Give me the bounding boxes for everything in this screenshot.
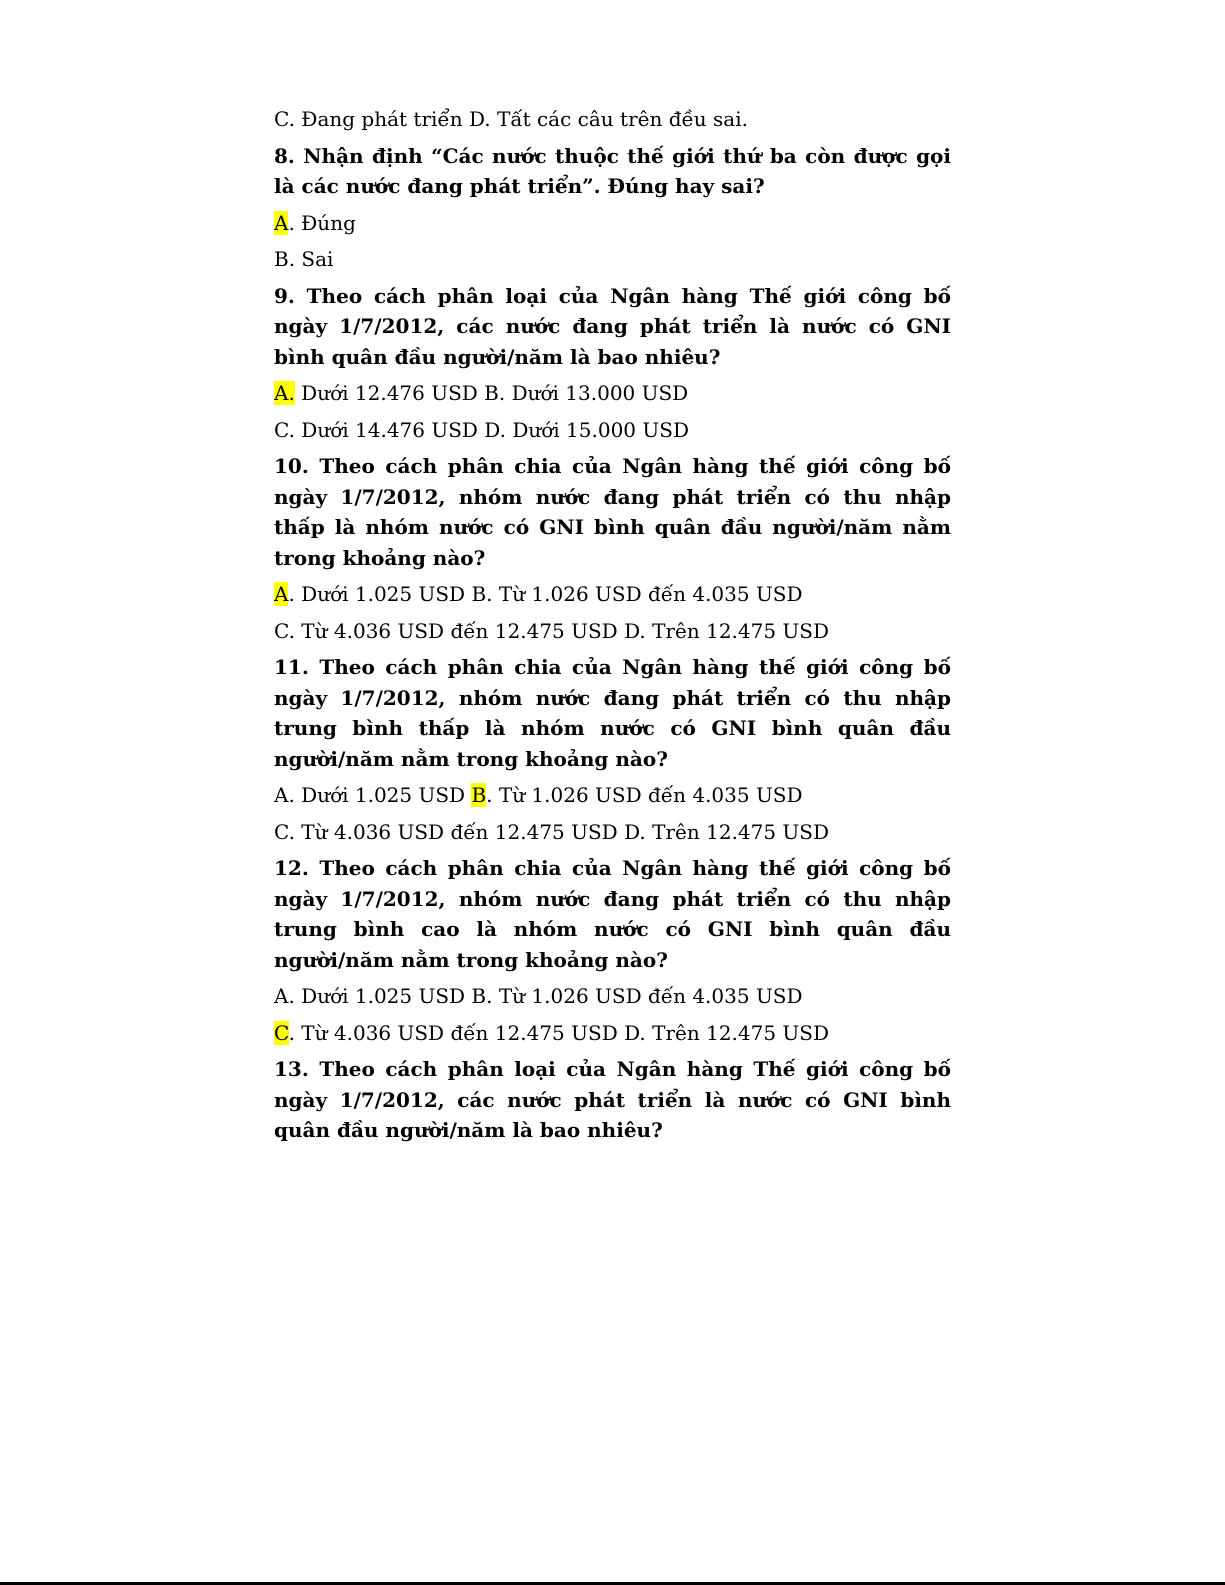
question-11: 11. Theo cách phân chia của Ngân hàng thế giới công bố ngày 1/7/2012, nhóm nước đang phát triển có thu nhập trung bình thấp là nhóm nước có GNI bình quân đầu người/năm nằm trong khoảng nào?: [274, 655, 951, 771]
answer-line: [274, 579, 951, 610]
answer-line: [274, 104, 951, 135]
answer-text: B. Sai: [274, 247, 334, 271]
answer-text: . Từ 1.026 USD đến 4.035 USD: [486, 783, 803, 807]
answer-line: [274, 208, 951, 239]
answer-text: . Từ 4.036 USD đến 12.475 USD D. Trên 12.475 USD: [288, 1020, 830, 1045]
question-8: 8. Nhận định “Các nước thuộc thế giới thứ ba còn được gọi là các nước đang phát triển”. Đúng hay sai?: [274, 143, 951, 198]
question-9: 9. Theo cách phân loại của Ngân hàng Thế giới công bố ngày 1/7/2012, các nước đang phát triển là nước có GNI bình quân đầu người/năm là bao nhiêu?: [274, 283, 951, 369]
question-12: 12. Theo cách phân chia của Ngân hàng thế giới công bố ngày 1/7/2012, nhóm nước đang phát triển có thu nhập trung bình cao là nhóm nước có GNI bình quân đầu người/năm nằm trong khoảng nào?: [274, 856, 951, 972]
answer-line: [274, 981, 951, 1012]
answer-line: [274, 1018, 951, 1049]
highlighted-answer-marker: A: [274, 210, 289, 235]
answer-text: A. Dưới 1.025 USD: [274, 783, 472, 807]
answer-text: A. Dưới 1.025 USD B. Từ 1.026 USD đến 4.035 USD: [274, 984, 803, 1008]
highlighted-answer-marker: A.: [274, 381, 295, 405]
answer-text: . Dưới 1.025 USD B. Từ 1.026 USD đến 4.035 USD: [288, 582, 803, 606]
highlighted-answer-marker: A: [274, 582, 289, 606]
answer-line: [274, 378, 951, 409]
highlighted-answer-marker: C: [274, 1020, 289, 1045]
document-page: [274, 104, 951, 1152]
answer-text: C. Đang phát triển D. Tất các câu trên đều sai.: [274, 107, 748, 131]
answer-line: [274, 817, 951, 848]
highlighted-answer-marker: B: [471, 783, 487, 807]
answer-line: [274, 415, 951, 446]
answer-text: C. Dưới 14.476 USD D. Dưới 15.000 USD: [274, 417, 689, 442]
answer-text: C. Từ 4.036 USD đến 12.475 USD D. Trên 12.475 USD: [274, 819, 830, 844]
answer-text: . Đúng: [288, 210, 356, 235]
answer-text: Dưới 12.476 USD B. Dưới 13.000 USD: [294, 381, 689, 405]
answer-text: C. Từ 4.036 USD đến 12.475 USD D. Trên 12.475 USD: [274, 618, 830, 643]
question-10: 10. Theo cách phân chia của Ngân hàng thế giới công bố ngày 1/7/2012, nhóm nước đang phát triển có thu nhập thấp là nhóm nước có GNI bình quân đầu người/năm nằm trong khoảng nào?: [274, 454, 951, 570]
answer-line: [274, 244, 951, 275]
answer-line: [274, 780, 951, 811]
answer-line: [274, 616, 951, 647]
question-13: 13. Theo cách phân loại của Ngân hàng Thế giới công bố ngày 1/7/2012, các nước phát triển là nước có GNI bình quân đầu người/năm là bao nhiêu?: [274, 1057, 951, 1142]
